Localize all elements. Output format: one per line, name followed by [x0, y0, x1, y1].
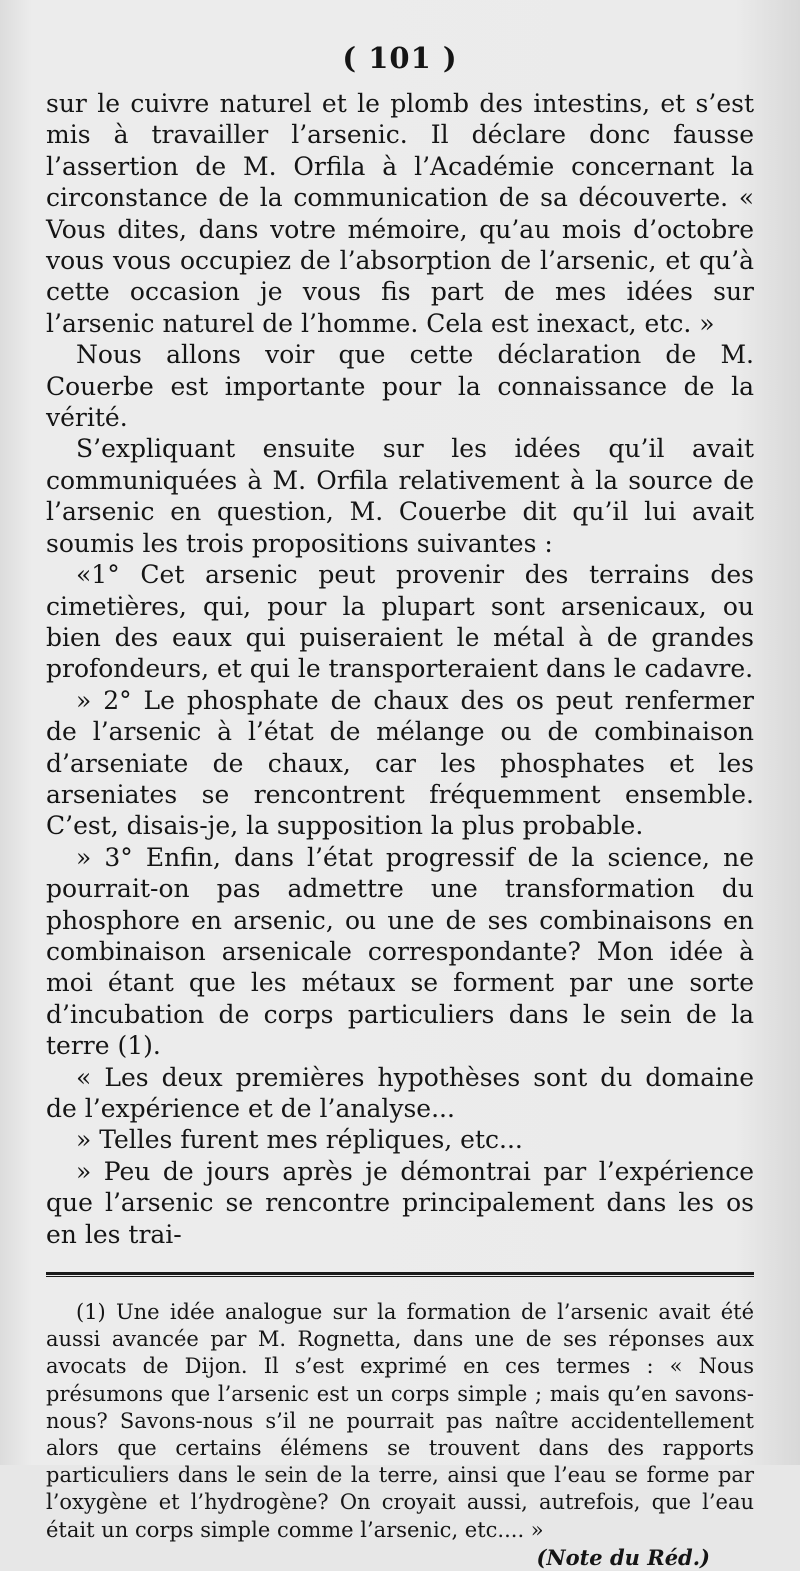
footnote-body: (1) Une idée analogue sur la formation de l’arsenic avait été aussi avancée par M. Rognetta, dans une de ses réponses aux avocats de Dijon. Il s’est exprimé en ces termes : « Nous présumons que l’arsenic est un corps simple ; mais qu’en savons-nous? Savons-nous s’il ne pourrait pas naître accidentellement alors que certains élémens se trouvent dans des rapports particuliers dans le sein de la terre, ainsi que l’eau se forme par l’oxygène et l’hydrogène? On croyait aussi, autrefois, que l’eau était un corps simple comme l’arsenic, etc.... »: [46, 1300, 754, 1542]
proposition-2: » 2° Le phosphate de chaux des os peut renfermer de l’arsenic à l’état de mélange ou de combinaison d’arseniate de chaux, car les phosphates et les arseniates se rencontrent fréquemment ensemble. C’est, disais-je, la supposition la plus probable.: [46, 685, 754, 841]
proposition-1: «1° Cet arsenic peut provenir des terrains des cimetières, qui, pour la plupart sont arsenicaux, ou bien des eaux qui puiseraient le métal à de grandes profondeurs, et qui le transporteraient dans le cadavre.: [46, 560, 754, 684]
note-source: (Note du Réd.): [536, 1544, 710, 1570]
page-number: ( 101 ): [342, 41, 458, 75]
footnote-separator: [46, 1272, 754, 1277]
paragraph-replies: » Telles furent mes répliques, etc...: [76, 1125, 523, 1155]
paragraph-continuation: sur le cuivre naturel et le plomb des intestins, et s’est mis à travailler l’arsenic. Il déclare donc fausse l’assertion de M. Orfila à l’Académie concernant la circonstance de la communication de sa découverte. « Vous dites, dans votre mémoire, qu’au mois d’octobre vous vous occupiez de l’absorption de l’arsenic, et qu’à cette occasion je vous fis part de mes idées sur l’arsenic naturel de l’homme. Cela est inexact, etc. »: [46, 89, 754, 338]
proposition-3: » 3° Enfin, dans l’état progressif de la science, ne pourrait-on pas admettre une transformation du phosphore en arsenic, ou une de ses combinaisons en combinaison arsenicale correspondante? Mon idée à moi étant que les métaux se forment par une sorte d’incubation de corps particuliers dans le sein de la terre (1).: [46, 842, 754, 1061]
paragraph-declaration: Nous allons voir que cette déclaration de M. Couerbe est importante pour la connaissance de la vérité.: [46, 340, 754, 433]
paragraph-demonstration: » Peu de jours après je démontrai par l’expérience que l’arsenic se rencontre principalement dans les os en les trai-: [46, 1156, 754, 1249]
footnote: [46, 1299, 754, 1570]
main-text: [46, 88, 754, 1250]
footnote-text: [46, 1299, 754, 1570]
paragraph-hypotheses: « Les deux premières hypothèses sont du domaine de l’expérience et de l’analyse...: [46, 1062, 754, 1123]
paragraph-explanation: S’expliquant ensuite sur les idées qu’il avait communiquées à M. Orfila relativement à la source de l’arsenic en question, M. Couerbe dit qu’il lui avait soumis les trois propositions suivantes :: [46, 434, 754, 558]
